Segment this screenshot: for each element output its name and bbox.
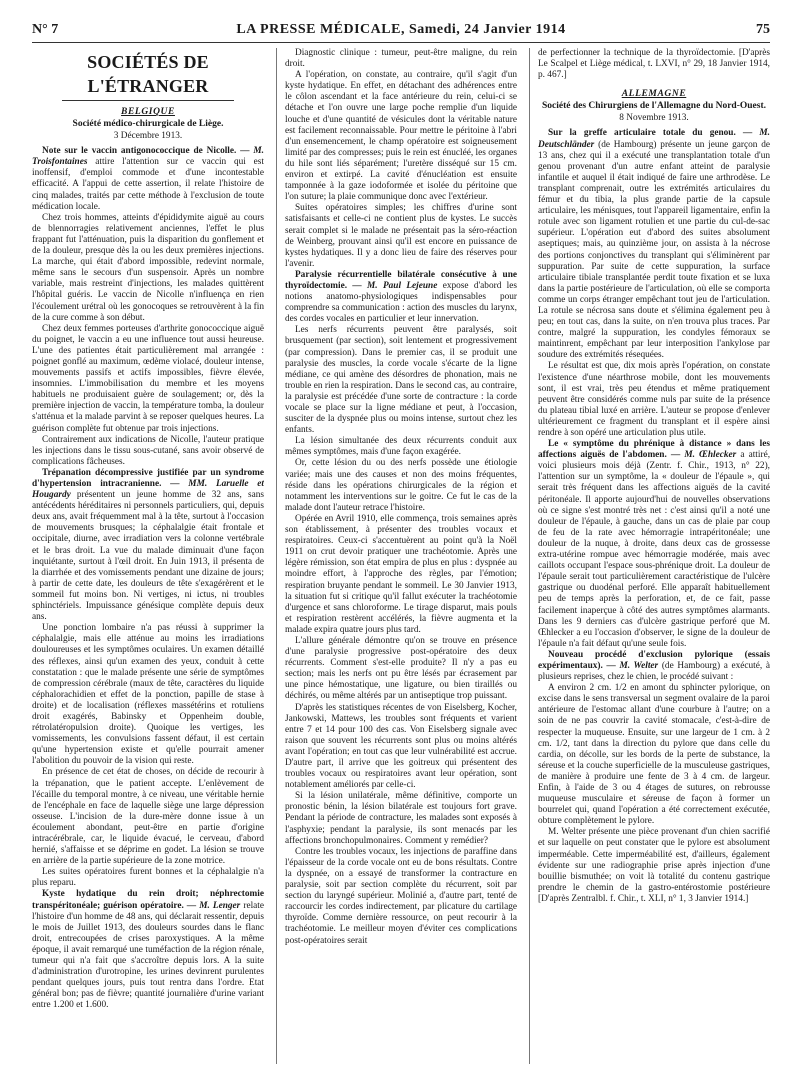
section-title: SOCIÉTÉS DE L'ÉTRANGER [87,52,209,96]
column-2 [285,48,517,1064]
article-paragraph: Si la lésion unilatérale, même définitive, comporte un pronostic bénin, la lésion bilatérale est toujours fort grave. Pendant la période de contracture, les malades sont exposés à l'asphyxie; pendant la paralysie, ils sont menacés par les affections bronchopulmonaires. Comment y remédier? [285,791,517,846]
column-3 [538,48,770,1064]
article-author: — M. Lenger [186,900,241,911]
article-author: — M. Welter [606,660,659,671]
article-author: — M. Deutschländer [538,128,770,150]
article-title: Trépanation décompressive justifiée par un syndrome d'hypertension intracranienne. [32,467,264,489]
article-title: Kyste hydatique du rein droit; néphrectomie transpéritonéale; guérison opératoire. [32,889,264,911]
column-separator [529,48,530,1064]
session-date: 8 Novembre 1913. [619,113,689,124]
article-paragraph: Le « symptôme du phrénique à distance » dans les affections aiguës de l'abdomen. — M. Œhlecker a attiré, voici plusieurs mois déjà (Zentr. f. Chir., 1913, n° 22), l'attention sur un symptôme, la « douleur de l'épaule », qui serait très fréquent dans les affections aiguës de la cavité péritonéale. Il apporte aujourd'hui de nouvelles observations où ce signe s'est montré très net : c'est ainsi qu'il a noté une douleur de l'épaule, à gauche, dans un cas de plaie par coup de feu de la rate avec hémorragie intrapéritonéale; une douleur de la nuque, à droite, dans deux cas de grossesse extra-utérine rompue avec hémorragie modérée, mais avec caillots occupant l'espace sous-phrénique droit. La douleur de l'épaule serait tout particulièrement caractéristique de l'ulcère gastrique ou duodénal perforé. Elle apparaît habituellement peu de temps après la perforation, et, de ce fait, passe facilement inaperçue à côté des autres symptômes alarmants. Dans les 9 derniers cas d'ulcère gastrique perforé que M. Œhlecker a eu l'occasion d'observer, le signe de la douleur de l'épaule n'a fait défaut qu'une seule fois. [538,439,770,649]
column-1 [32,48,264,1064]
country-heading: ALLEMAGNE [621,89,687,100]
article-paragraph: Note sur le vaccin antigonococcique de Nicolle. — M. Troisfontaines attire l'attention sur ce vaccin qui est inoffensif, d'emploi commode et d'une incontestable efficacité. A l'appui de cette assertion, il relate l'histoire de cinq malades, traités par cette méthode à l'exclusion de toute médication locale. [32,146,264,212]
article-title: Le « symptôme du phrénique à distance » dans les affections aiguës de l'abdomen. [538,439,770,461]
article-paragraph: La lésion simultanée des deux récurrents conduit aux mêmes symptômes, mais d'une façon exagérée. [285,436,517,458]
article-author: — MM. Laruelle et Hougardy [32,479,264,501]
article-paragraph: Diagnostic clinique : tumeur, peut-être maligne, du rein droit. [285,48,517,70]
article-paragraph: Le résultat est que, dix mois après l'opération, on constate l'existence d'une néarthrose mobile, dont les mouvements sont, il est vrai, très peu étendus et même pratiquement peuvent être considérés comme nuls par suite de la présence du plateau tibial luxé en arrière. L'auteur se propose d'enlever ultérieurement ce fragment du transplant et il espère ainsi rendre à son opéré une articulation plus utile. [538,361,770,438]
article-paragraph: Paralysie récurrentielle bilatérale consécutive à une thyroïdectomie. — M. Paul Lejeune expose d'abord les notions anatomo-physiologiques indispensables pour comprendre sa communication : action des muscles du larynx, des cordes vocales en particulier et leur innervation. [285,269,517,325]
article-title: Sur la greffe articulaire totale du genou. [548,128,736,139]
article-paragraph: L'allure générale démontre qu'on se trouve en présence d'une paralysie progressive post-opératoire des deux récurrents. Comment s'est-elle produite? Il n'y a pas eu section; mais les nerfs ont pu être lésés par écrasement par une pince hémostatique, une ligature, ou bien tiraillés ou déchirés, ou même altérés par un antiseptique trop puissant. [285,635,517,702]
article-paragraph: Kyste hydatique du rein droit; néphrectomie transpéritonéale; guérison opératoire. — M. Lenger relate l'histoire d'un homme de 48 ans, qui déclarait ressentir, depuis le mois de Juillet 1913, des douleurs sourdes dans le flanc droit, entrecoupées de crises paroxystiques. A la même époque, il avait remarqué une tuméfaction de la région rénale, tumeur qui n'a fait que s'accroître depuis lors. A la suite d'administration d'urotropine, les urines devinrent purulentes pendant quelques jours, puis tout rentra dans l'ordre. Etat général bon; pas de fièvre; quantité journalière d'urine variant entre 1.200 et 1.600. [32,889,264,1011]
article-paragraph: Les nerfs récurrents peuvent être paralysés, soit brusquement (par section), soit lentement et progressivement (par compression). Dans le premier cas, il se produit une paralysie des muscles, la corde vocale s'écarte de la ligne médiane, ce qui amène des désordres de phonation, mais ne trouble en rien la respiration. Dans le second cas, au contraire, la paralysie est précédée d'une sorte de contracture : la corde vocale se place sur la ligne médiane et peut, à l'occasion, susciter de la dyspnée plus ou moins intense, surtout chez les enfants. [285,325,517,436]
article-author: — M. Paul Lejeune [352,280,438,291]
article-paragraph: Trépanation décompressive justifiée par un syndrome d'hypertension intracranienne. — MM. Laruelle et Hougardy présentent un jeune homme de 32 ans, sans antécédents héréditaires ni personnels particuliers, qui, depuis deux ans, avait fréquemment mal à la tête, surtout à l'occasion de mouvements brusques; la céphalalgie était frontale et occipitale, diurne, avec irradiation vers la colonne vertébrale et le bras droit. La vue du malade diminuait d'une façon inquiétante, surtout à l'œil droit. En Juin 1913, il présenta de la diarrhée et des vomissements pendant une dizaine de jours; à partir de cette date, les douleurs de tête s'exagérèrent et le sommeil fut moins bon. Ni vertiges, ni ictus, ni troubles sphinctériels. Impuissance génésique complète depuis deux ans. [32,467,264,623]
society-name: Société des Chirurgiens de l'Allemagne du Nord-Ouest. [541,101,767,112]
article-paragraph: Sur la greffe articulaire totale du genou. — M. Deutschländer (de Hambourg) présente un jeune garçon de 13 ans, chez qui il a exécuté une transplantation totale d'un genou provenant d'un autre enfant atteint de paralysie infantile et auquel il était indiqué de faire une arthrodèse. Le transplant comprenait, outre les extrémités articulaires du fémur et du tibia, la plus grande partie de la capsule articulaire, les ménisques, tout l'appareil ligamentaire, enfin la rotule avec son ligament rotulien et une partie du cul-de-sac supérieur. L'opération eut d'abord des suites absolument aseptiques; mais, au quinzième jour, on assista à la nécrose des portions conjonctives du transplant qui s'éliminèrent par suppuration. Par suite de cette suppuration, la surface articulaire tibiale transplantée perdit toute fixation et se luxa dans la partie postérieure de l'articulation, où elle se comporta comme un corps étranger empêchant tout jeu de l'articulation. La rotule se nécrosa sans doute et s'élimina également peu à peu; en tout cas, dans la suite, on n'en trouva plus traces. Par contre, malgré la suppuration, les condyles fémoraux se maintinrent, empêchant par leur interposition l'ankylose par soudure des extrémités résequées. [538,128,770,361]
country-heading: BELGIQUE [121,107,175,117]
session-date: 3 Décembre 1913. [113,131,183,142]
issue-number: N° 7 [32,22,59,37]
society-name: Société médico-chirurgicale de Liège. [72,119,224,130]
article-paragraph: Les suites opératoires furent bonnes et la céphalalgie n'a plus reparu. [32,867,264,889]
article-title: Paralysie récurrentielle bilatérale consécutive à une thyroïdectomie. [285,269,517,291]
section-rule [62,100,234,101]
article-paragraph: de perfectionner la technique de la thyroïdectomie. [D'après Le Scalpel et Liège médical, t. LXVI, n° 29, 18 Janvier 1914, p. 467.] [538,48,770,81]
article-paragraph: En présence de cet état de choses, on décide de recourir à la trépanation, que le patient accepte. L'enlèvement de l'écaille du temporal montre, à ce niveau, une véritable hernie de l'encéphale en face de laquelle siège une large dépression osseuse. L'incision de la dure-mère donne issue à un écoulement abondant, peut-être en partie d'origine intracérébrale, car, le liquide évacué, le cerveau, d'abord hernié, s'affaisse et se déprime en godet. La lésion se trouve en arrière de la partie supérieure de la zone motrice. [32,767,264,867]
article-paragraph: Chez deux femmes porteuses d'arthrite gonococcique aiguë du poignet, le vaccin a eu une influence tout aussi heureuse. L'une des patientes était particulièrement mal arrangée : poignet gonflé au maximum, œdème violacé, douleur intense, mouvements passifs et actifs impossibles, fièvre élevée, insomnies. L'immobilisation du membre et les moyens habituels ne produisaient guère de soulagement; or, dès la première injection de vaccin, la température tomba, la douleur s'atténua et la malade parvint à se reposer quelques heures. La guérison complète fut obtenue par trois injections. [32,323,264,434]
article-author: — M. Troisfontaines [32,146,264,168]
article-paragraph: Opérée en Avril 1910, elle commença, trois semaines après son établissement, à présenter des troubles vocaux et respiratoires. Ceux-ci s'accentuèrent au point qu'à la Noël 1911 on crut devoir pratiquer une trachéotomie. Après une légère rémission, son état empira de plus en plus : dyspnée au moindre effort, à l'approche des règles, par l'émotion; respiration bruyante pendant le sommeil. Le 30 Janvier 1913, la situation fut si critique qu'il fallut exécuter la trachéotomie d'urgence et sans chloroforme. Le tirage disparut, mais pouls et respiration restèrent accélérés, la fièvre augmenta et la malade expira quatre jours plus tard. [285,513,517,635]
article-paragraph: Or, cette lésion du ou des nerfs possède une étiologie variée; mais une des causes et non des moins fréquentes, réside dans les opérations chirurgicales de la région et notamment les interventions sur le goitre. Ce fut le cas de la malade dont l'auteur retrace l'histoire. [285,458,517,513]
page-number: 75 [756,22,770,37]
article-paragraph: A environ 2 cm. 1/2 en amont du sphincter pylorique, on excise dans le sens transversal un segment ovalaire de la paroi antérieure de l'estomac allant d'une courbure à l'autre; on a soin de ne pas couvrir la cavité stomacale, c'est-à-dire de respecter la muqueuse. Ensuite, sur une largeur de 1 cm. à 2 cm. 1/2, tant dans la direction du pylore que dans celle du cardia, on décolle, sur les bords de la perte de substance, la séreuse et la couche superficielle de la musculeuse gastriques, de manière à produire une fente de 3 à 4 cm. de largeur. Enfin, à l'aide de 3 ou 4 étages de sutures, on rebrousse muqueuse musculaire et séreuse de façon à former un bourrelet qui, quand l'opération a été correctement exécutée, obture complètement le pylore. [538,683,770,827]
article-title: Nouveau procédé d'exclusion pylorique (essais expérimentaux). [538,649,770,671]
journal-title: LA PRESSE MÉDICALE, Samedi, 24 Janvier 1914 [236,22,566,37]
article-title: Note sur le vaccin antigonococcique de Nicolle. [42,146,237,157]
article-paragraph: A l'opération, on constate, au contraire, qu'il s'agit d'un kyste hydatique. En effet, en détachant des adhérences entre le côlon ascendant et la face antérieure du rein, celui-ci se détache et l'on ouvre une large poche remplie d'un liquide louche et d'une quantité de vésicules dont la véritable nature est facilement reconnaissable. Pour mettre le péritoine à l'abri d'un ensemencement, le champ opératoire est soigneusement limité par des compresses; puis le rein est énucléé, les organes du hile sont liés séparément; l'uretère disséqué sur 15 cm. environ et extirpé. La cavité d'énucléation est ensuite tamponnée à la gaze iodoformée et isolée du péritoine que l'on suture; la plaie communique donc avec l'extérieur. [285,70,517,203]
article-paragraph: Contre les troubles vocaux, les injections de paraffine dans l'épaisseur de la corde vocale ont eu de bons résultats. Contre la dyspnée, on a essayé de transformer la contracture en paralysie, soit par section complète du récurrent, soit par section du laryngé supérieur. Molinié a, d'autre part, tenté de raccourcir les cordes indirectement, par plicature du cartilage thyroïde. Comme dernière ressource, on peut recourir à la trachéotomie. Le meilleur moyen d'éviter ces complications post-opératoires serait [285,846,517,946]
header-rule [32,42,770,43]
article-paragraph: Une ponction lombaire n'a pas réussi à supprimer la céphalalgie, mais elle atténue au moins les irradiations douloureuses et les symptômes oculaires. Un examen détaillé des réflexes, ainsi qu'un examen des yeux, conduit à cette constatation : que le malade présente une série de symptômes de compression cérébrale (maux de tête, caractères du liquide céphalorachidien et effet de la ponction, papille de stase à droite) et de localisation (réflexes massétérins et rotuliens droit exagérés, Babinsky et Oppenheim double, rétrolatéropulsion droite). Quoique les vertiges, les vomissements, les convulsions fassent défaut, il est certain qu'une hypertension existe et qu'elle pourrait amener l'abolition du pouvoir de la vision qui reste. [32,623,264,767]
article-paragraph: Suites opératoires simples; les chiffres d'urine sont satisfaisants et celle-ci ne contient plus de kystes. Le succès serait complet si le malade ne présentait pas la séro-réaction de Weinberg, prouvant ainsi qu'il est encore en puissance de kystes hydatiques. Il y a donc lieu de faire des réserves pour l'avenir. [285,203,517,269]
article-paragraph: M. Welter présente une pièce provenant d'un chien sacrifié et sur laquelle on peut constater que le pylore est absolument imperméable. Cette imperméabilité est, d'ailleurs, également évidente sur une radiographie prise après injection d'une bouillie bismuthée; on voit là totalité du contenu gastrique prendre le chemin de la gastro-entérostomie postérieure [D'après Zentralbl. f. Chir., t. XLI, n° 1, 3 Janvier 1914.] [538,827,770,904]
article-author: — M. Œhlecker [670,450,737,461]
column-separator [276,48,277,1064]
article-paragraph: Contrairement aux indications de Nicolle, l'auteur pratique les injections dans le tissu sous-cutané, sans avoir observé de complications fâcheuses. [32,434,264,467]
article-paragraph: Nouveau procédé d'exclusion pylorique (essais expérimentaux). — M. Welter (de Hambourg) a exécuté, à plusieurs reprises, chez le chien, le procédé suivant : [538,649,770,683]
article-paragraph: D'après les statistiques récentes de von Eiselsberg, Kocher, Jankowski, Mattews, les troubles sont fréquents et varient entre 7 et 14 pour 100 des cas. Von Eiselsberg signale avec raison que souvent les récurrents sont plus ou moins altérés avant l'opération; en tout cas que leur vulnérabilité est accrue. D'autre part, il arrive que les goitreux qui présentent des troubles vocaux ou respiratoires avant leur opération, sont notablement améliorés par celle-ci. [285,702,517,791]
page-header [32,22,770,38]
article-paragraph: Chez trois hommes, atteints d'épididymite aiguë au cours de blennorragies relativement anciennes, l'effet le plus frappant fut l'atténuation, puis la disparition du gonflement et de la douleur, presque dès la ou les deux premières injections. La marche, qui était d'abord impossible, redevint normale, même sans le secours d'un suspensoir. Après un nombre variable, mais restreint d'injections, les malades quittèrent l'hôpital guéris. Le vaccin de Nicolle n'influença en rien l'écoulement urétral où les gonocoques se retrouvèrent à la fin de la cure comme à son début. [32,212,264,323]
